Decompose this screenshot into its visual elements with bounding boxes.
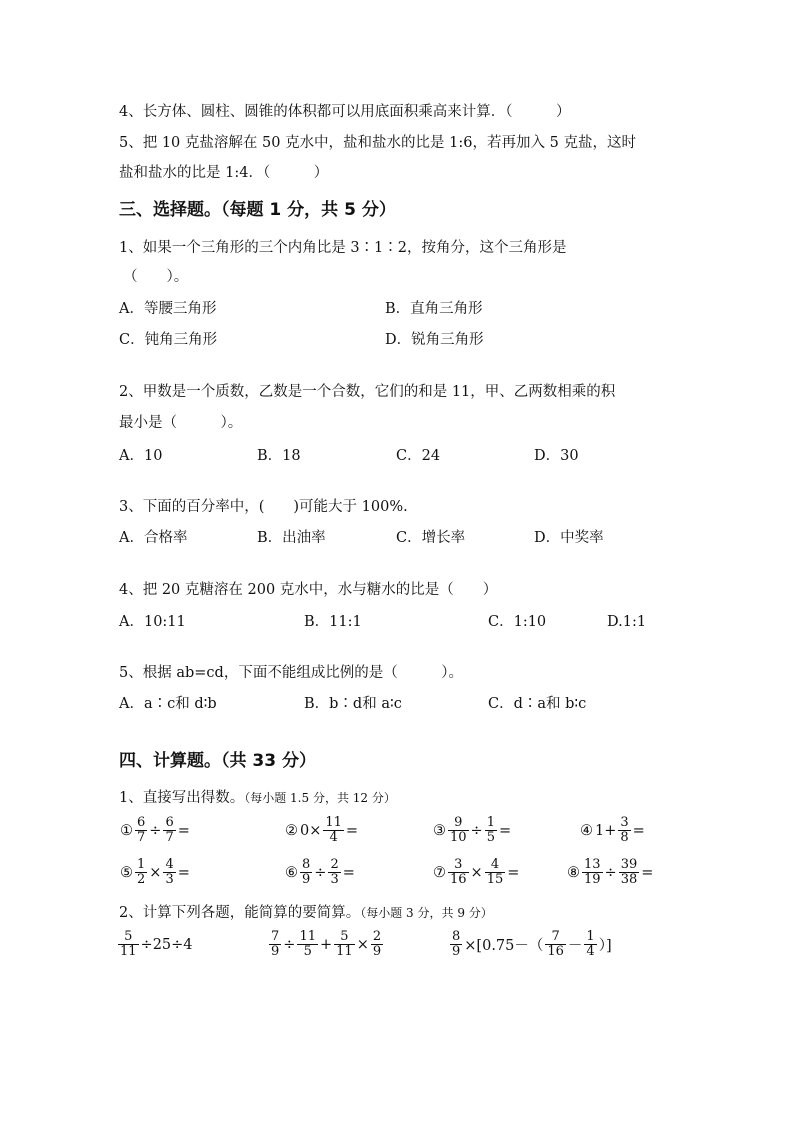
operator: － [567,938,583,954]
equals-sign: = [342,864,355,881]
fraction: $\frac{3}{8}$ [620,815,629,845]
expr-2 [268,930,384,959]
fraction: $\frac{4}{3}$ [165,857,174,887]
closing-bracket: ）] [598,938,612,954]
s3-q1-option-d: D．锐角三角形 [385,332,484,348]
fraction: $\frac{1}{4}$ [586,929,595,959]
item-mark: ⑦ [433,864,446,881]
s3-q2-option-b: B．18 [257,448,301,464]
s4-q2-title-line [119,903,493,923]
calc-item-6 [284,858,356,887]
operator: ÷ [283,936,296,953]
item-mark: ⑧ [567,864,580,881]
fraction: $\frac{6}{7}$ [165,815,174,845]
item-mark: ③ [433,822,446,839]
s3-q1-stem-line2: （ ）。 [123,269,189,285]
fraction: $\frac{8}{9}$ [302,857,311,887]
fraction: $\frac{7}{16}$ [547,929,564,959]
calc-item-4 [579,816,646,845]
item-mark: ⑥ [285,864,298,881]
calc-item-1 [119,816,191,845]
calc-item-5 [119,858,191,887]
operator: ×[0.75－（ [464,938,544,954]
equals-sign: = [498,822,512,839]
s4-q1-title-line [119,788,396,808]
judge-q5-line2: 盐和盐水的比是 1:4．（ ） [119,165,329,181]
operator: ÷ [604,864,617,881]
s3-q5-option-a: A．a∶c和 d∶b [119,696,217,712]
s3-q3-option-c: C．增长率 [396,530,466,546]
fraction: $\frac{8}{9}$ [452,929,461,959]
equals-sign: = [177,864,190,881]
s3-q5-stem: 5、根据 ab=cd，下面不能组成比例的是（ ）。 [119,665,464,681]
s3-q2-option-a: A．10 [119,448,163,464]
operator: ÷ [314,864,327,881]
equals-sign: = [632,822,645,839]
fraction: $\frac{5}{11}$ [120,929,137,959]
s3-q5-option-c: C．d∶a和 b∶c [488,696,587,712]
s3-q4-stem: 4、把 20 克糖溶在 200 克水中，水与糖水的比是（ ） [119,582,498,598]
s3-q2-option-c: C．24 [396,448,441,464]
lead-term: 1+ [595,822,617,839]
s3-q3-stem: 3、下面的百分率中，( )可能大于 100%. [119,499,408,515]
s3-q1-option-a: A．等腰三角形 [119,301,217,317]
s4-q1-title: 1、直接写出得数。 [119,790,245,806]
operator: ÷ [149,822,162,839]
equals-sign: = [507,864,520,881]
section4-title: 四、计算题。（共 33 分） [119,751,316,771]
s3-q2-stem-line2: 最小是（ ）。 [119,415,243,431]
s3-q4-option-c: C．1:10 [488,614,547,630]
calc-item-2 [284,816,359,845]
s3-q1-stem-line1: 1、如果一个三角形的三个内角比是 3∶1∶2，按角分，这个三角形是 [119,240,567,256]
operator: × [470,864,483,881]
fraction: $\frac{13}{19}$ [584,857,601,887]
s3-q2-option-d: D．30 [534,448,579,464]
item-mark: ④ [580,822,593,839]
equals-sign: = [641,864,654,881]
calc-item-8 [566,858,654,887]
s3-q1-option-c: C．钝角三角形 [119,332,218,348]
equals-sign: = [177,822,190,839]
calc-item-3 [432,816,512,845]
s3-q4-option-d: D.1:1 [607,614,647,630]
fraction: $\frac{1}{5}$ [486,815,495,845]
fraction: $\frac{11}{4}$ [325,815,342,845]
s3-q1-option-b: B．直角三角形 [385,301,483,317]
judge-q5-line1: 5、把 10 克盐溶解在 50 克水中，盐和盐水的比是 1:6，若再加入 5 克盐，这时 [119,135,636,151]
s3-q3-option-a: A．合格率 [119,530,188,546]
s3-q3-option-b: B．出油率 [257,530,326,546]
fraction: $\frac{6}{7}$ [137,815,146,845]
item-mark: ⑤ [120,864,133,881]
operator: + [319,936,333,953]
fraction: $\frac{4}{15}$ [486,857,504,887]
lead-term: 0× [300,822,322,839]
s3-q4-option-a: A．10:11 [119,614,186,630]
s4-q1-note: （每小题 1.5 分，共 12 分） [244,791,396,805]
calc-item-7 [432,858,520,887]
judge-q4: 4、长方体、圆柱、圆锥的体积都可以用底面积乘高来计算．（ ） [119,104,571,120]
section3-title: 三、选择题。（每题 1 分，共 5 分） [119,200,396,220]
operator: ÷ [470,822,483,839]
expr-1 [117,930,194,959]
fraction: $\frac{9}{10}$ [450,815,467,845]
s4-q2-note: （每小题 3 分，共 9 分） [360,906,493,920]
fraction: $\frac{39}{38}$ [620,857,638,887]
expr-3 [449,930,613,959]
s3-q2-stem-line1: 2、甲数是一个质数，乙数是一个合数，它们的和是 11，甲、乙两数相乘的积 [119,384,616,400]
s3-q5-option-b: B．b∶d和 a∶c [304,696,402,712]
fraction: $\frac{11}{5}$ [299,929,316,959]
fraction: $\frac{3}{16}$ [450,857,467,887]
equals-sign: = [345,822,359,839]
fraction: $\frac{7}{9}$ [271,929,280,959]
fraction: $\frac{2}{3}$ [330,857,339,887]
item-mark: ② [285,822,298,839]
fraction: $\frac{1}{2}$ [137,857,146,887]
fraction: $\frac{2}{9}$ [372,929,382,959]
operator: × [149,864,162,881]
item-mark: ① [120,822,133,839]
s4-q2-title: 2、计算下列各题，能简算的要简算。 [119,905,361,921]
expr-rest: ÷25÷4 [140,936,193,953]
operator: × [356,936,369,953]
fraction: $\frac{5}{11}$ [336,929,353,959]
s3-q3-option-d: D．中奖率 [534,530,604,546]
s3-q4-option-b: B．11:1 [304,614,362,630]
